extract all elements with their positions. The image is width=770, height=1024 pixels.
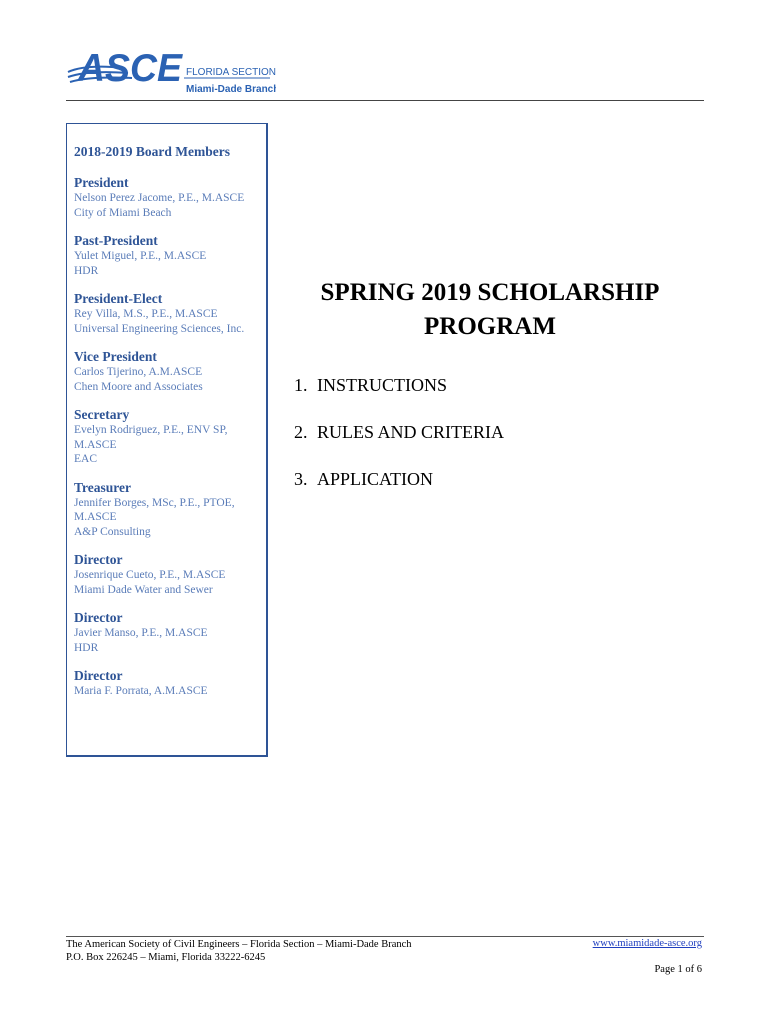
member-role: Secretary bbox=[74, 407, 130, 422]
asce-logo bbox=[66, 44, 276, 98]
website-link[interactable]: www.miamidade-asce.org bbox=[592, 938, 702, 949]
member-affiliation: Chen Moore and Associates bbox=[74, 380, 203, 393]
logo-wordmark: ASCE bbox=[77, 47, 183, 90]
board-members-title: 2018-2019 Board Members bbox=[74, 144, 230, 159]
member-affiliation: HDR bbox=[74, 264, 99, 277]
member-name: Maria F. Porrata, A.M.ASCE bbox=[74, 685, 208, 697]
footer-po-box: P.O. Box 226245 – Miami, Florida 33222-6245 bbox=[66, 952, 266, 963]
member-affiliation: HDR bbox=[74, 641, 99, 654]
document-title bbox=[290, 276, 690, 344]
member-name: Jennifer Borges, MSc, P.E., PTOE, bbox=[74, 496, 235, 509]
member-role: President-Elect bbox=[74, 291, 163, 306]
title-line-2: PROGRAM bbox=[424, 313, 556, 340]
footer-address bbox=[66, 938, 412, 964]
section-item-instructions bbox=[294, 372, 504, 419]
logo-branch-text: Miami-Dade Branch bbox=[186, 84, 276, 95]
member-credential: M.ASCE bbox=[74, 511, 117, 523]
member-role: Director bbox=[74, 668, 123, 683]
footer-organization: The American Society of Civil Engineers – Florida Section – Miami-Dade Branch bbox=[66, 939, 412, 950]
member-affiliation: City of Miami Beach bbox=[74, 206, 172, 219]
title-line-1: SPRING 2019 SCHOLARSHIP bbox=[320, 279, 660, 306]
section-label: RULES AND CRITERIA bbox=[317, 422, 505, 442]
section-number: 2. bbox=[294, 422, 308, 442]
member-name: Carlos Tijerino, A.M.ASCE bbox=[74, 366, 203, 378]
board-member-secretary bbox=[74, 406, 266, 467]
member-name: Josenrique Cueto, P.E., M.ASCE bbox=[74, 569, 226, 581]
section-number: 1. bbox=[294, 375, 308, 395]
board-member-director bbox=[74, 551, 266, 597]
section-label: APPLICATION bbox=[317, 469, 434, 489]
member-role: President bbox=[74, 175, 129, 190]
section-item-application bbox=[294, 466, 504, 513]
member-role: Treasurer bbox=[74, 479, 131, 495]
board-member-past-president bbox=[74, 232, 266, 278]
board-members-panel bbox=[66, 123, 268, 757]
header-divider bbox=[66, 100, 704, 101]
member-role: Vice President bbox=[74, 349, 157, 364]
page-number: Page 1 of 6 bbox=[654, 964, 702, 975]
logo-section-text: FLORIDA SECTION bbox=[186, 67, 276, 78]
member-affiliation: A&P Consulting bbox=[74, 525, 151, 538]
member-affiliation: Miami Dade Water and Sewer bbox=[74, 583, 213, 596]
board-member-director bbox=[74, 609, 266, 655]
member-name: Rey Villa, M.S., P.E., M.ASCE bbox=[74, 308, 218, 320]
section-number: 3. bbox=[294, 469, 308, 489]
section-list bbox=[294, 372, 504, 513]
board-member-president bbox=[74, 174, 266, 220]
board-member-director bbox=[74, 667, 266, 699]
member-role: Director bbox=[74, 552, 123, 567]
member-affiliation: Universal Engineering Sciences, Inc. bbox=[74, 322, 245, 335]
member-credential: M.ASCE bbox=[74, 438, 117, 451]
footer-divider bbox=[66, 936, 704, 937]
member-affiliation: EAC bbox=[74, 453, 97, 465]
board-member-vice-president bbox=[74, 348, 266, 394]
section-label: INSTRUCTIONS bbox=[317, 375, 448, 395]
board-member-treasurer bbox=[74, 479, 266, 540]
board-member-president-elect bbox=[74, 290, 266, 336]
member-name: Nelson Perez Jacome, P.E., M.ASCE bbox=[74, 192, 245, 204]
section-item-rules bbox=[294, 419, 504, 466]
member-name: Evelyn Rodriguez, P.E., ENV SP, bbox=[74, 424, 228, 436]
member-role: Past-President bbox=[74, 233, 158, 248]
member-name: Yulet Miguel, P.E., M.ASCE bbox=[74, 250, 207, 262]
member-name: Javier Manso, P.E., M.ASCE bbox=[74, 627, 208, 639]
member-role: Director bbox=[74, 610, 123, 625]
